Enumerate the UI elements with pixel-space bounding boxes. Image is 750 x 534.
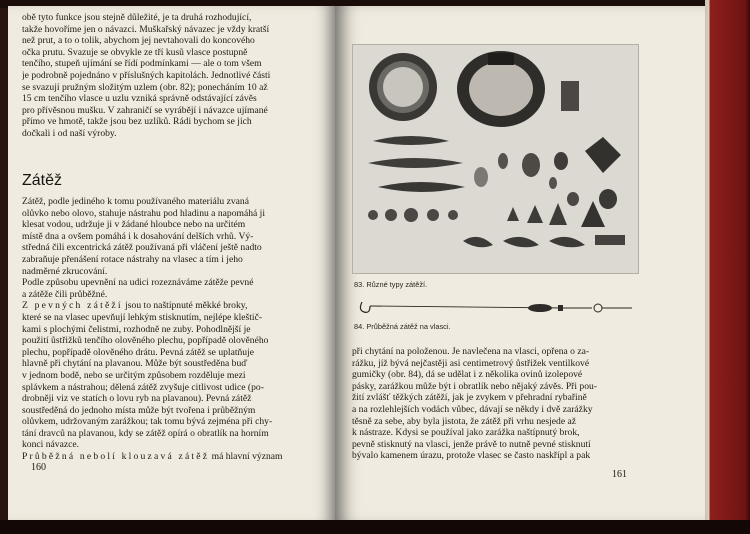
text-line: plechu, popřípadě olověného drátu. Pevná zátěž se uplatňuje	[22, 346, 255, 358]
text-line: soustředěná do jednoho místa může být tvořena i průběžným	[22, 404, 256, 416]
book-cover-edge	[705, 0, 750, 534]
figure-caption-83: 83. Různé typy zátěží.	[354, 280, 428, 289]
text-line: tání dravců na plavanou, kdy se zátěž opírá o obratlík na horním	[22, 427, 269, 439]
text-line: je podrobně pojednáno v příslušných kapitolách. Jednotlivé části	[22, 69, 271, 81]
text-line: očka prutu. Svazuje se obvykle ze tří kusů vlasce postupně	[22, 46, 248, 58]
spaced-term: Průběžná nebolí klouzavá zátěž	[22, 451, 210, 463]
text-line: žití zvlášť těžkých zátěží, jak je zvykem v přehradní rybařině	[352, 392, 587, 404]
text-line: konci návazce.	[22, 439, 79, 451]
text-line: 15 cm tenčího vlasce u uzlu vzniká správně odstávající závěs	[22, 93, 257, 105]
text-line: Podle způsobu upevnění na udici rozeznáváme zátěže pevné	[22, 277, 254, 289]
text-line: obě tyto funkce jsou stejně důležité, je ta druhá rozhodující,	[22, 12, 252, 23]
sinker-photo-illustration	[353, 45, 638, 273]
page-number-left: 160	[31, 462, 46, 473]
text-line: Zátěž, podle jediného k tomu používaného materiálu zvaná	[22, 196, 249, 207]
text-line: takže hovoříme jen o návazci. Muškařský návazec je vždy kratší	[22, 23, 270, 35]
text-line	[22, 300, 322, 312]
text-line: splávkem a nástrahou; dělená zátěž zvyšuje citlivost udice (po-	[22, 381, 264, 393]
text-line: které se na vlasec upevňují lehkým stisknutím, nejlépe kleštič-	[22, 311, 263, 323]
text-line: použití ůstřižků tenčího olověného plechu, popřípadě olověného	[22, 335, 269, 347]
text-line: kami s plochými čelistmi, rozhodně ne zuby. Pohodlnější je	[22, 323, 251, 335]
text-line: bývalo kamenem úrazu, protože vlasec se často naskřípl a pak	[352, 450, 591, 462]
left-paragraphs	[22, 196, 322, 463]
text-line: pevně stisknutý na vlasci, jenže právě to nutně pevné stisknutí	[352, 438, 591, 450]
text-line: a na rozlehlejších vodách vůbec, dávají se někdy i dvě zarážky	[352, 403, 593, 415]
spaced-term: Z pevných zátěží	[22, 300, 123, 312]
text-line	[22, 451, 322, 463]
text-line: tenčího, stupeň ujímání se řídí podmínkami — ale o tom všem	[22, 58, 262, 70]
text-line: hlavně při chytání na plavanou. Může být soustředěna buď	[22, 358, 248, 370]
section-heading: Zátěž	[22, 172, 63, 189]
text-line: než prut, a to o tolik, abychom jej nevtahovali do koncového	[22, 35, 255, 47]
weights-photo	[352, 44, 639, 274]
text-fragment: jsou to naštípnuté měkké broky,	[122, 300, 248, 312]
text-line: a zátěže čili průběžné.	[22, 288, 108, 300]
text-line: gumičky (obr. 84), dá se udělat i z několika ovinů izolepové	[352, 369, 583, 381]
figure-caption-84: 84. Průběžná zátěž na vlasci.	[354, 322, 451, 331]
text-line: těsně za sebe, aby byla jistota, že zátěž při vrhu nesjede až	[352, 415, 577, 427]
text-line: středná čili excentrická zátěž používaná při vláčení ještě nadto	[22, 242, 262, 254]
right-paragraph	[352, 346, 640, 462]
text-line: v jednom bodě, nebo se určitým způsobem rozděluje mezi	[22, 369, 246, 381]
text-line: zabraňuje přenášení rotace nástrahy na vlasec a tím i jeho	[22, 253, 243, 265]
text-line: dočkali i od naší výroby.	[22, 127, 117, 139]
text-line: při chytání na položenou. Je navlečena na vlasci, opřena o za-	[352, 346, 590, 357]
text-line: se svazují pružným složitým uzlem (obr. 82); ponecháním 10 až	[22, 81, 268, 93]
text-fragment: má hlavní význam	[209, 451, 283, 463]
text-line: klesat vodou, udržuje ji v žádané hloubce nebo na určitém	[22, 219, 246, 231]
text-line: rážku, jíž bývá nejčastěji asi centimetrový ůstřižek ventilkové	[352, 357, 590, 369]
text-line: pásky, zarážkou může být i obratlík nebo nějaký závěs. Při pou-	[352, 380, 598, 392]
page-number-right: 161	[612, 469, 627, 480]
text-line: drobněji viz ve statích o lovu ryb na plavanou). Pevná zátěž	[22, 393, 252, 405]
text-line: přímo ve hmotě, takže jsou bez uzlíků. Rádi bychom se jich	[22, 116, 252, 128]
text-line: nadměrné zkrucování.	[22, 265, 108, 277]
text-line: místě dna a ovšem pomáhá i k dosahování delších vrhů. Vý-	[22, 230, 254, 242]
left-paragraph-1	[22, 12, 322, 140]
text-line: k nástraze. Kdysi se používal jako zarážka naštípnutý brok,	[352, 427, 580, 439]
text-line: olůvko nebo olovo, stahuje nástrahu pod hladinu a napomáhá ji	[22, 207, 265, 219]
text-line: pro přívěsnou mušku. V zahraničí se vyrábějí i návazce ujímané	[22, 104, 268, 116]
text-line: olůvkem, udržovaným zarážkou; tak tomu bývá zejména při chy-	[22, 416, 273, 428]
bottom-shadow	[0, 520, 750, 534]
sliding-sinker-illustration	[356, 296, 636, 320]
